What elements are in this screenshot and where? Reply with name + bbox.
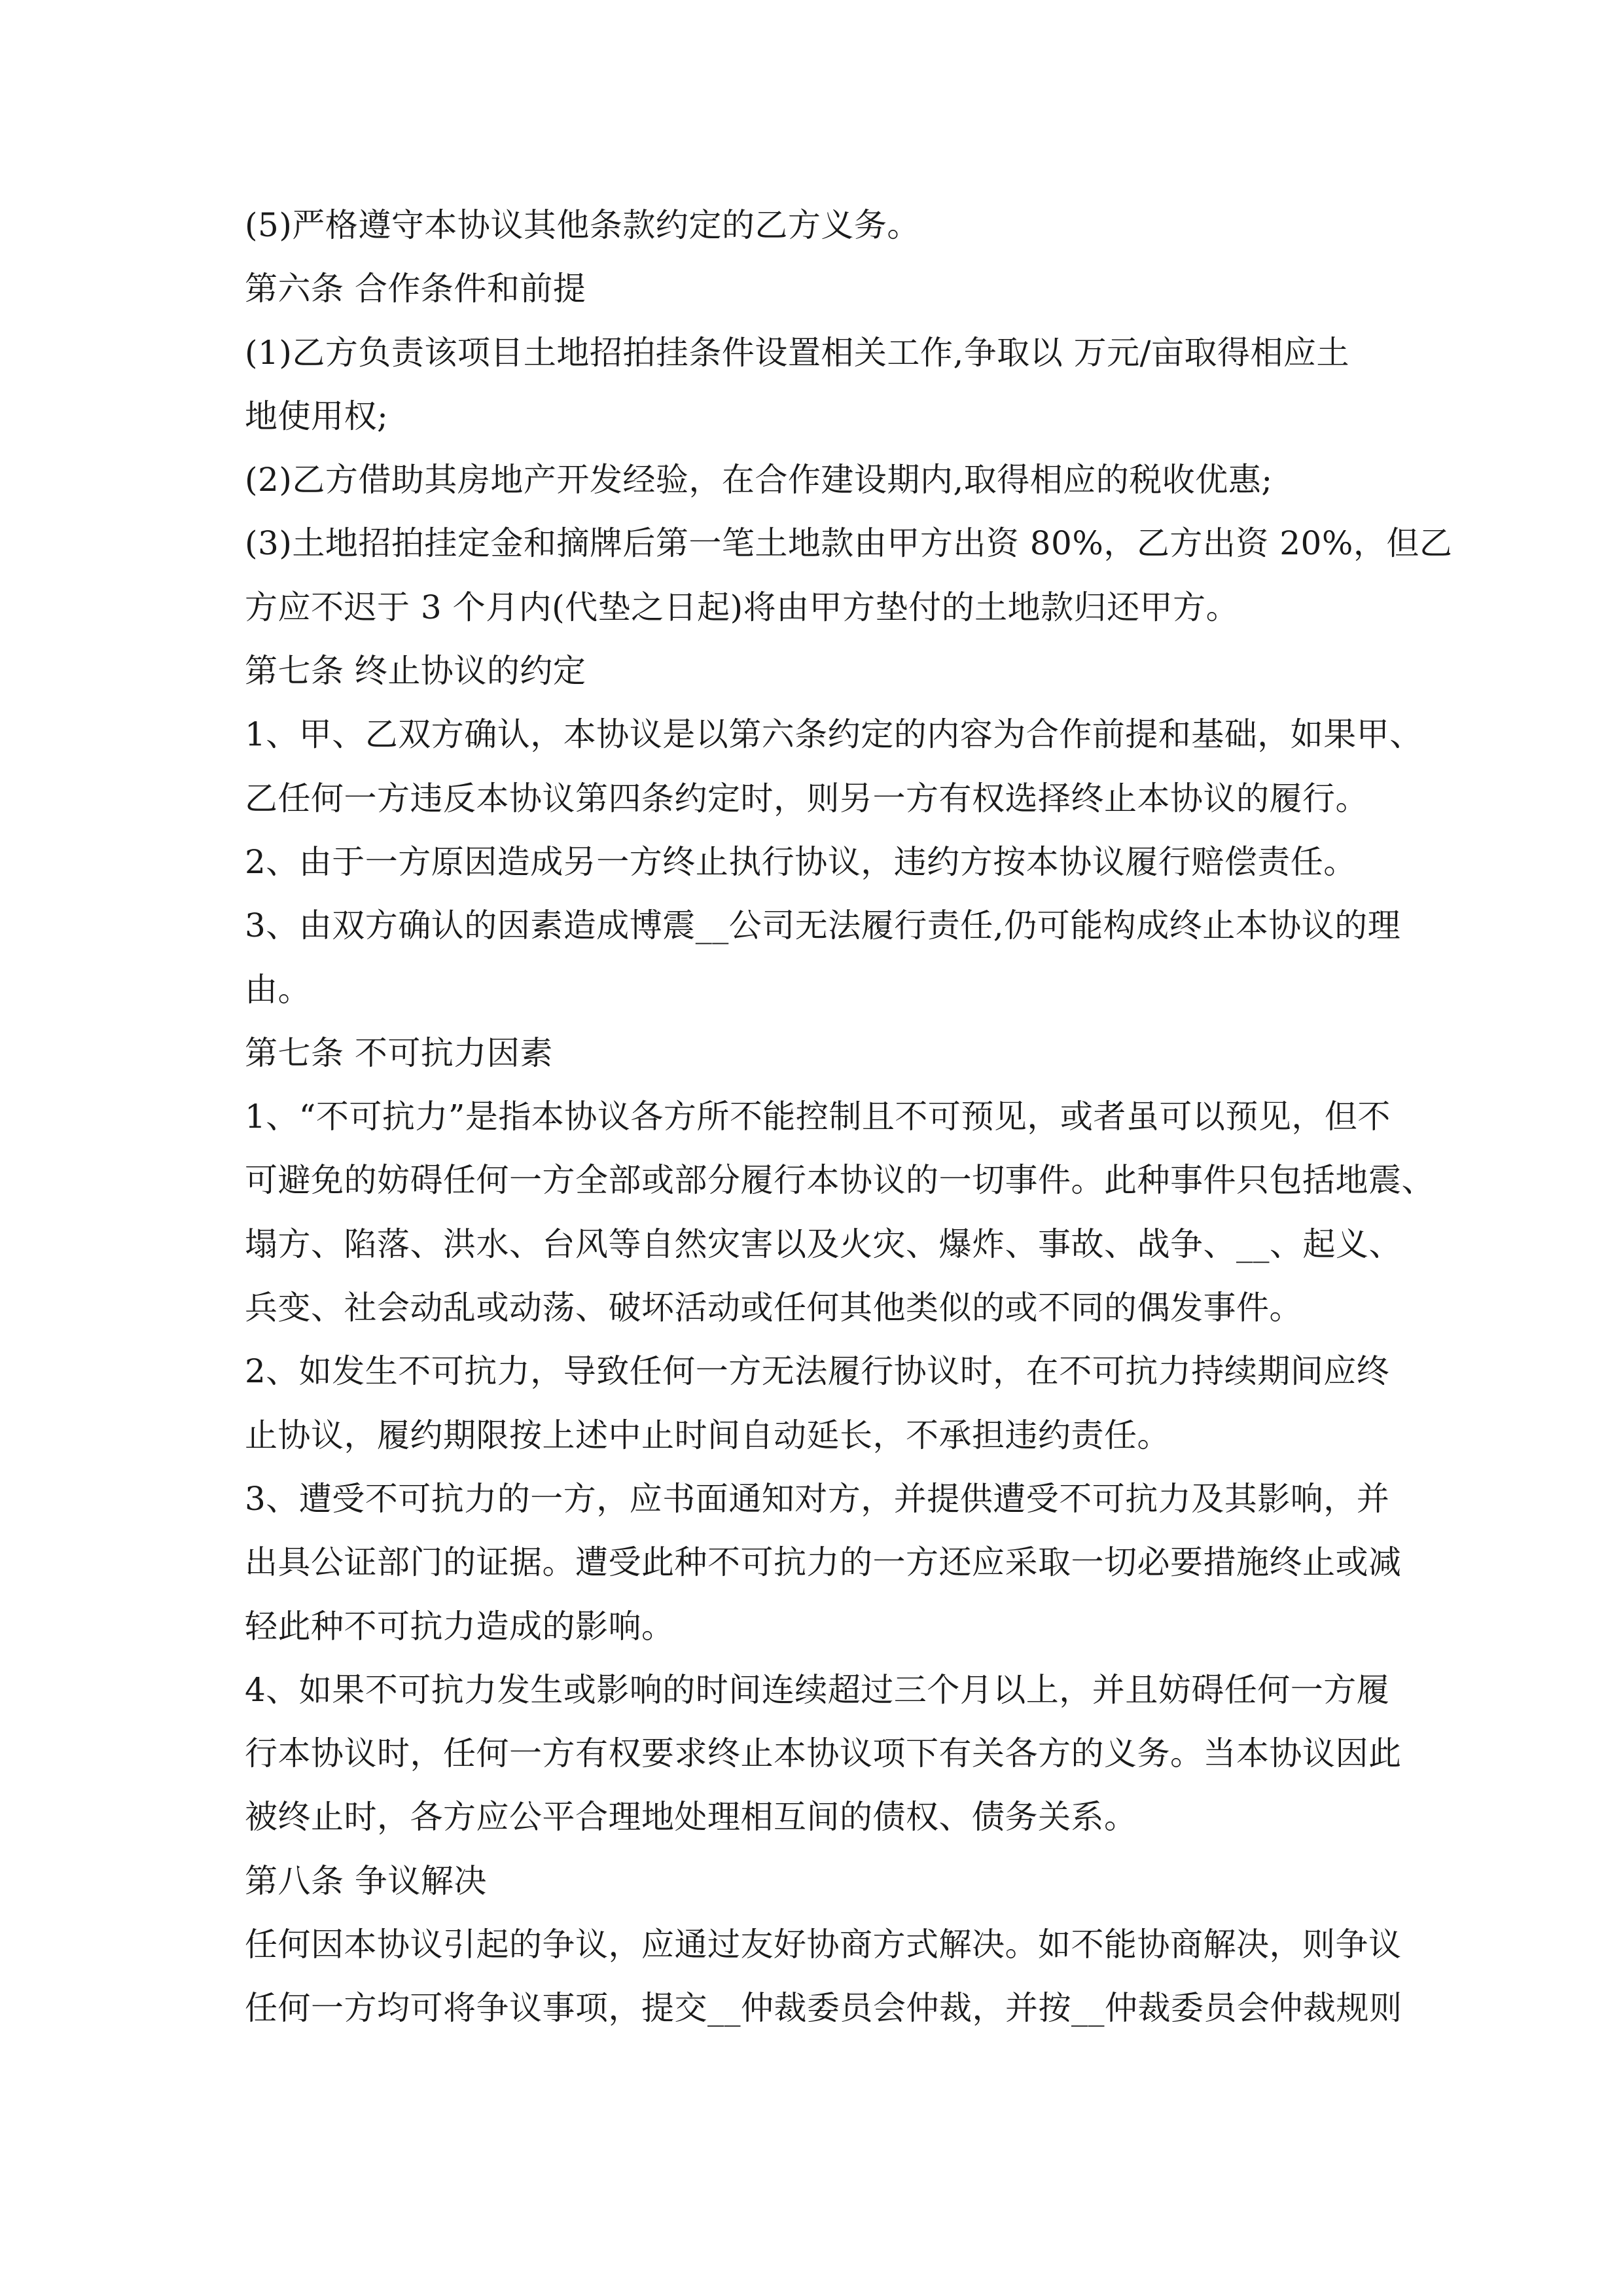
- text-line: (1)乙方负责该项目土地招拍挂条件设置相关工作,争取以 万元/亩取得相应土: [245, 333, 1349, 372]
- text-line: 行本协议时，任何一方有权要求终止本协议项下有关各方的义务。当本协议因此: [245, 1734, 1402, 1773]
- text-line: 1、“不可抗力”是指本协议各方所不能控制且不可预见，或者虽可以预见，但不: [245, 1098, 1391, 1136]
- text-line: 出具公证部门的证据。遭受此种不可抗力的一方还应采取一切必要措施终止或减: [245, 1543, 1402, 1582]
- text-line: (5)严格遵守本协议其他条款约定的乙方义务。: [245, 206, 920, 244]
- text-line: (2)乙方借助其房地产开发经验，在合作建设期内,取得相应的税收优惠;: [245, 461, 1273, 499]
- section-heading: 第八条 争议解决: [245, 1861, 487, 1900]
- text-line: 2、由于一方原因造成另一方终止执行协议，违约方按本协议履行赔偿责任。: [245, 842, 1357, 881]
- text-line: 轻此种不可抗力造成的影响。: [245, 1607, 675, 1645]
- document-body: [245, 194, 1453, 2041]
- text-line: (3)土地招拍挂定金和摘牌后第一笔土地款由甲方出资 80%，乙方出资 20%，但乙: [245, 524, 1453, 563]
- text-line: 乙任何一方违反本协议第四条约定时，则另一方有权选择终止本协议的履行。: [245, 779, 1368, 817]
- text-line: 兵变、社会动乱或动荡、破坏活动或任何其他类似的或不同的偶发事件。: [245, 1289, 1302, 1327]
- text-line: 任何一方均可将争议事项，提交__仲裁委员会仲裁，并按__仲裁委员会仲裁规则: [245, 1989, 1402, 2028]
- text-line: 止协议，履约期限按上述中止时间自动延长，不承担违约责任。: [245, 1416, 1170, 1454]
- text-line: 塌方、陷落、洪水、台风等自然灾害以及火灾、爆炸、事故、战争、__、起义、: [245, 1225, 1402, 1263]
- text-line: 可避免的妨碍任何一方全部或部分履行本协议的一切事件。此种事件只包括地震、: [245, 1161, 1435, 1200]
- text-line: 2、如发生不可抗力，导致任何一方无法履行协议时，在不可抗力持续期间应终: [245, 1352, 1390, 1391]
- text-line: 被终止时，各方应公平合理地处理相互间的债权、债务关系。: [245, 1798, 1137, 1837]
- text-line: 1、甲、乙双方确认，本协议是以第六条约定的内容为合作前提和基础，如果甲、: [245, 715, 1423, 754]
- text-line: 由。: [245, 970, 311, 1009]
- text-line: 方应不迟于 3 个月内(代垫之日起)将由甲方垫付的土地款归还甲方。: [245, 588, 1240, 626]
- text-line: 3、由双方确认的因素造成博震__公司无法履行责任,仍可能构成终止本协议的理: [245, 906, 1401, 945]
- section-heading: 第七条 终止协议的约定: [245, 652, 586, 691]
- text-line: 地使用权;: [245, 397, 389, 435]
- section-heading: 第七条 不可抗力因素: [245, 1033, 553, 1072]
- text-line: 3、遭受不可抗力的一方，应书面通知对方，并提供遭受不可抗力及其影响，并: [245, 1479, 1390, 1518]
- text-line: 任何因本协议引起的争议，应通过友好协商方式解决。如不能协商解决，则争议: [245, 1926, 1402, 1964]
- text-line: 4、如果不可抗力发生或影响的时间连续超过三个月以上，并且妨碍任何一方履: [245, 1670, 1390, 1709]
- section-heading: 第六条 合作条件和前提: [245, 270, 586, 308]
